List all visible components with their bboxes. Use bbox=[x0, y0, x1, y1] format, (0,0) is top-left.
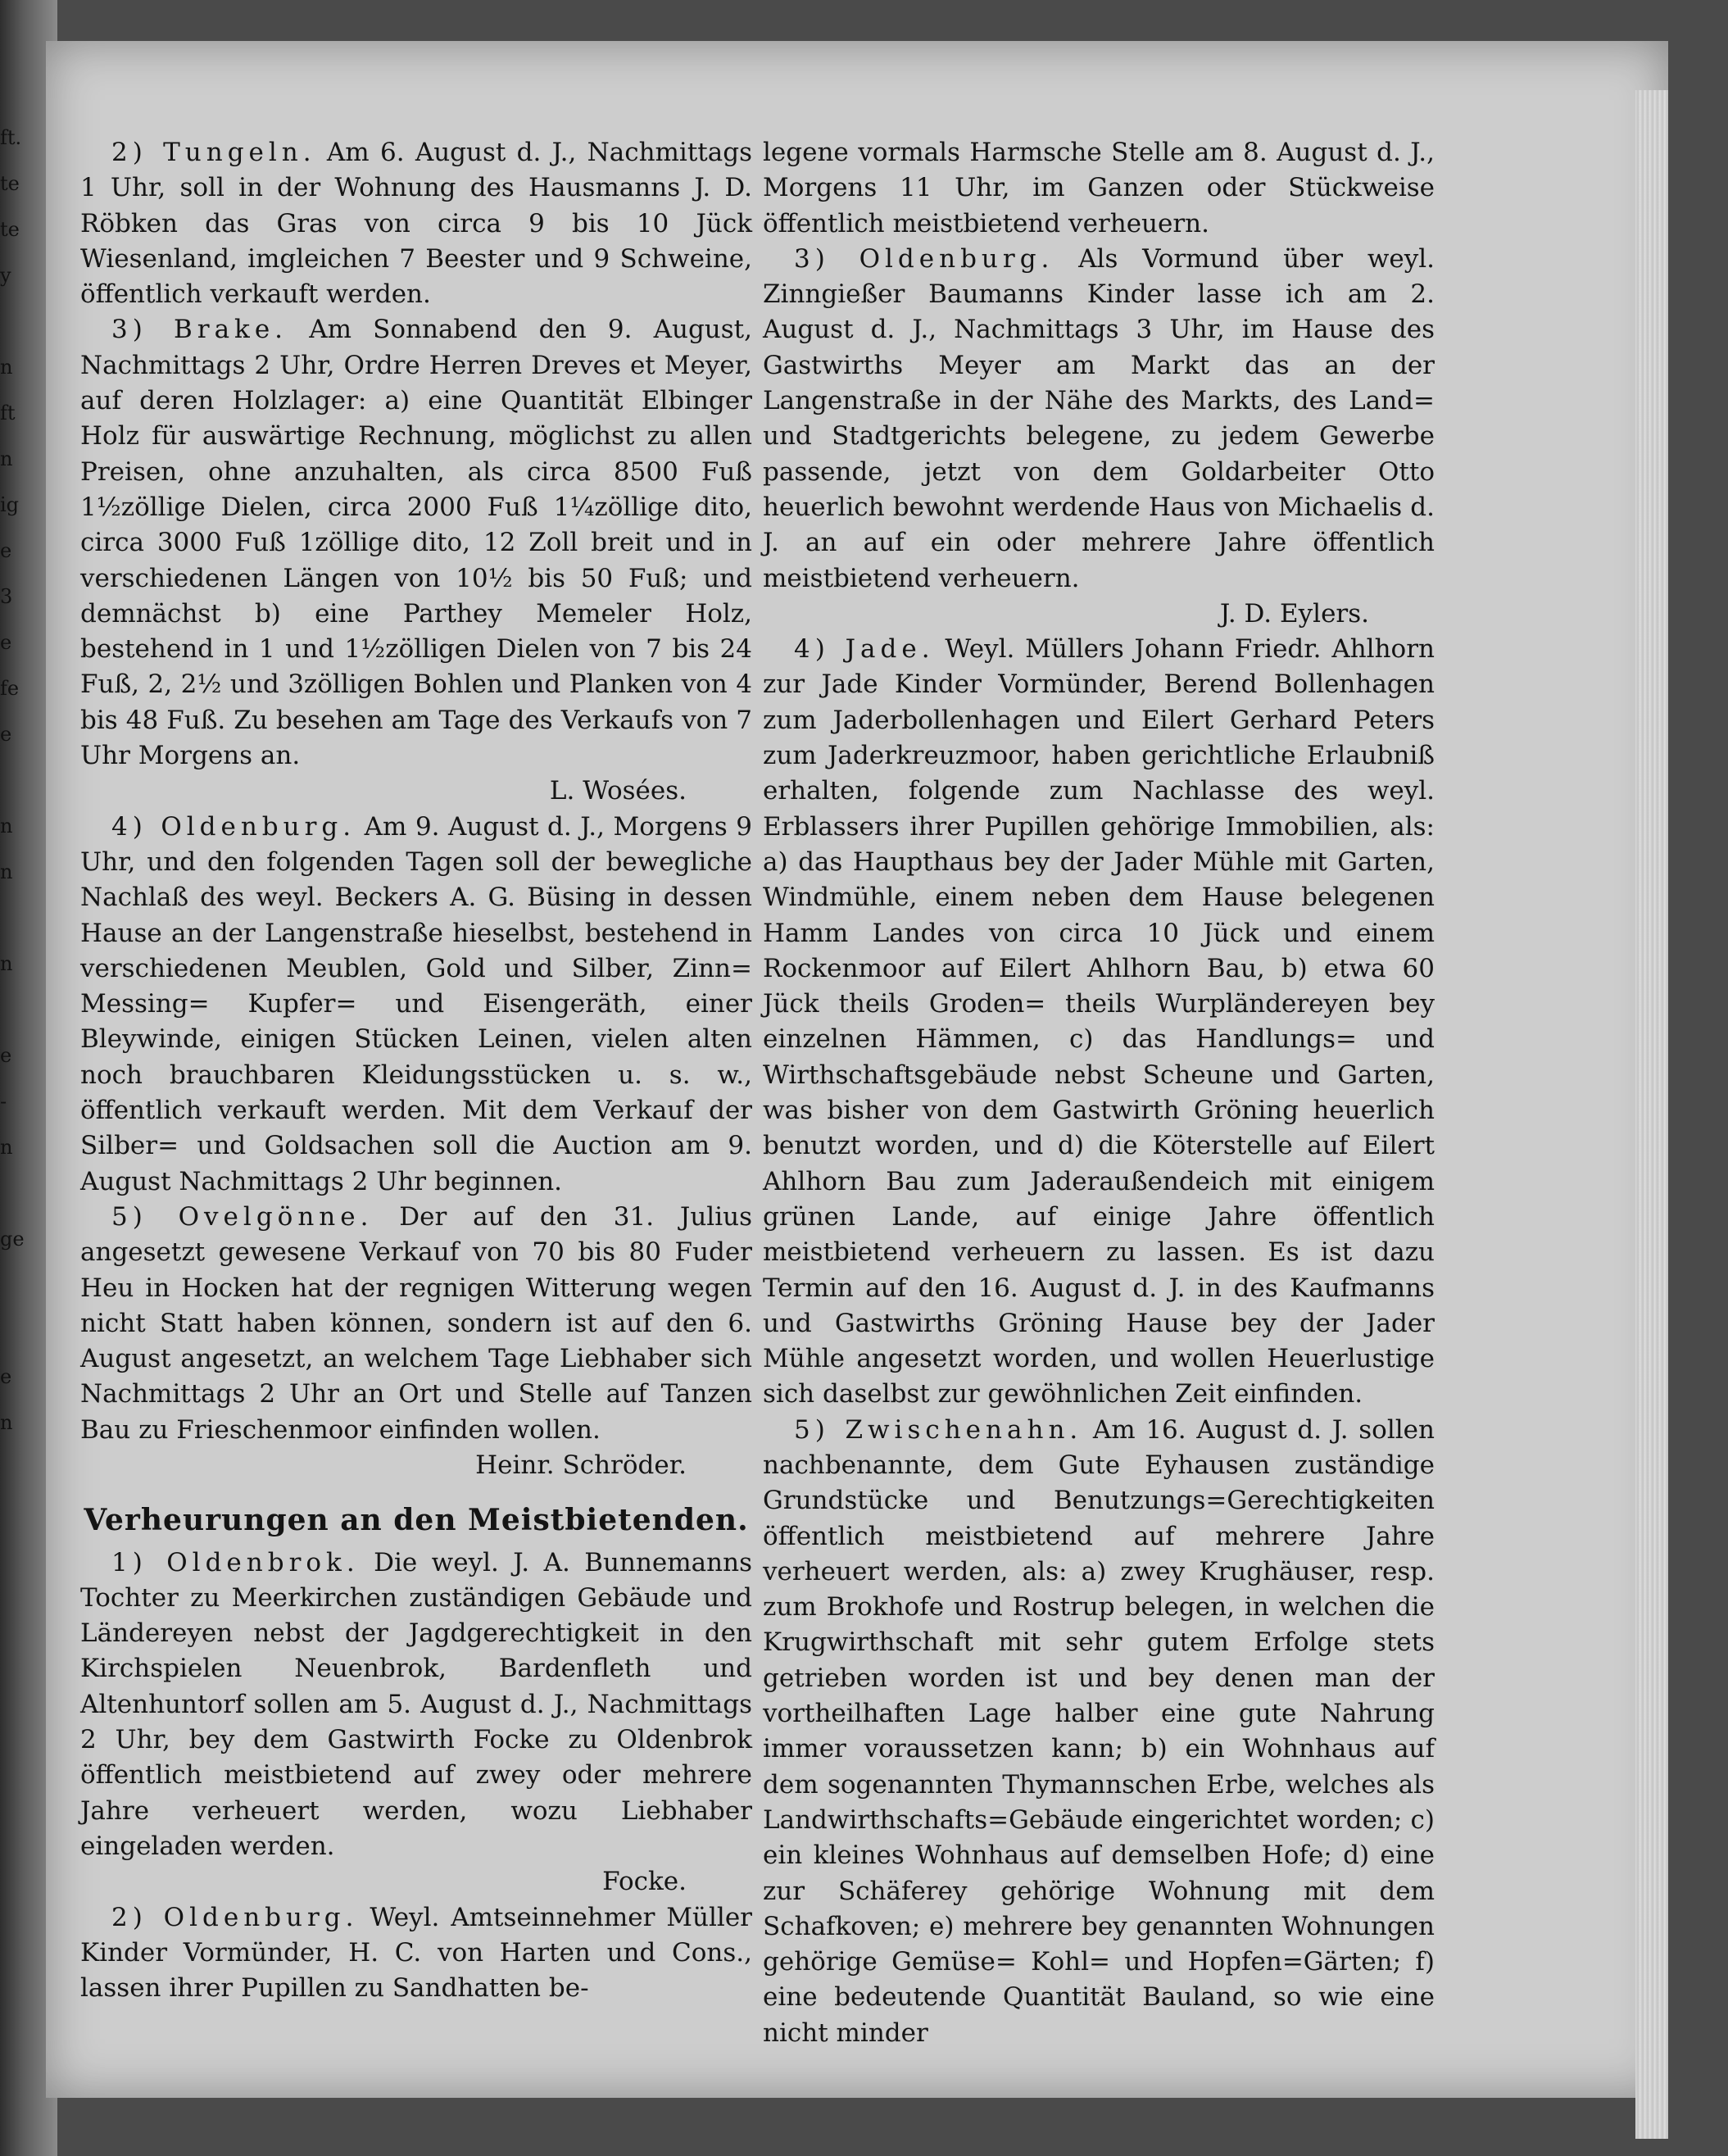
gutter-fragment: n bbox=[0, 860, 13, 883]
notice-text: Der auf den 31. Julius angesetzt gewesene Verkauf von 70 bis 80 Fuder Heu in Hocken hat der regnigen Witterung wegen nicht Statt haben können, sondern ist auf den 6. August angesetzt, an welchem Tage Liebhaber sich Nachmittags 2 Uhr an Ort und Stelle auf Tanzen Bau zu Frieschenmoor einfinden wollen. bbox=[80, 1201, 752, 1445]
gutter-fragment bbox=[0, 1675, 16, 1721]
notice-text: Am 16. August d. J. sollen nachbenannte, dem Gute Eyhausen zuständige Grundstücke und Benutzungs=Gerechtigkeiten öffentlich meistbietend auf mehrere Jahre verheuert werden, als: a) zwey Krughäuser, resp. zum Brokhofe und Rostrup belegen, in welchen die Krugwirthschaft mit sehr gutem Erfolge stets getrieben worden ist und bey denen man der vortheilhaften Lage halber eine gute Nahrung immer voraussetzen kann; b) ein Wohnhaus auf dem sogenannten Thymannschen Erbe, welches als Landwirthschafts=Gebäude eingerichtet worden; c) ein kleines Wohnhaus auf demselben Hofe; d) eine zur Schäferey gehörige Wohnung mit dem Schafkoven; e) mehrere bey genannten Wohnungen gehörige Gemüse= Kohl= und Hopfen=Gärten; f) eine bedeutende Quantität Bauland, so wie eine nicht minder bbox=[763, 1414, 1435, 2048]
notice-text: legene vormals Harmsche Stelle am 8. August d. J., Morgens 11 Uhr, im Ganzen oder Stückweise öffentlich meistbietend verheuern. bbox=[763, 138, 1435, 238]
gutter-fragment bbox=[0, 1859, 16, 1904]
notice-paragraph bbox=[80, 1200, 752, 1448]
gutter-fragment: e bbox=[0, 631, 12, 654]
signature: L. Wosées. bbox=[549, 776, 687, 806]
gutter-fragment: n bbox=[0, 356, 13, 379]
notice-place: 3) Oldenburg. bbox=[794, 243, 1054, 274]
gutter-fragment bbox=[0, 298, 16, 344]
signature: Heinr. Schröder. bbox=[475, 1450, 687, 1480]
gutter-fragment: ft. bbox=[0, 126, 22, 149]
gutter-fragment bbox=[0, 987, 16, 1033]
gutter-fragment: e bbox=[0, 1365, 12, 1388]
gutter-fragment: ft bbox=[0, 402, 16, 424]
gutter-fragment bbox=[0, 1721, 16, 1767]
gutter-fragment bbox=[0, 1767, 16, 1813]
page-edge bbox=[1635, 90, 1668, 2139]
notice-text: Die weyl. J. A. Bunnemanns Tochter zu Meerkirchen zuständigen Gebäude und Ländereyen nebst der Jagdgerechtigkeit in den Kirchspielen Neuenbrok, Bardenfleth und Altenhuntorf sollen am 5. August d. J., Nachmittags 2 Uhr, bey dem Gastwirth Focke zu Oldenbrok öffentlich meistbietend auf zwey oder mehrere Jahre verheuert werden, wozu Liebhaber eingeladen werden. bbox=[80, 1547, 752, 1861]
left-column bbox=[80, 135, 752, 2006]
gutter-fragment: n bbox=[0, 447, 13, 470]
notice-paragraph bbox=[80, 1900, 752, 2007]
notice-text: Weyl. Amtseinnehmer Müller Kinder Vormünder, H. C. von Harten und Cons., lassen ihrer Pupillen zu Sandhatten be- bbox=[80, 1902, 752, 2004]
gutter-fragment bbox=[0, 1446, 16, 1491]
gutter-fragment bbox=[0, 1308, 16, 1354]
notice-place: 5) Zwischenahn. bbox=[794, 1414, 1083, 1445]
gutter-fragment bbox=[0, 1170, 16, 1216]
section-heading: Verheurungen an den Meistbietenden. bbox=[84, 1503, 749, 1538]
gutter-fragment bbox=[0, 1583, 16, 1629]
gutter-fragment: ig bbox=[0, 493, 20, 516]
notice-paragraph bbox=[80, 810, 752, 1200]
notice-text: Am 9. August d. J., Morgens 9 Uhr, und den folgenden Tagen soll der bewegliche Nachlaß des weyl. Beckers A. G. Büsing in dessen Hause an der Langenstraße hieselbst, bestehend in verschiedenen Meublen, Gold und Silber, Zinn= Messing= Kupfer= und Eisengeräth, einer Bleywinde, einigen Stücken Leinen, vielen alten noch brauchbaren Kleidungsstücken u. s. w., öffentlich verkauft werden. Mit dem Verkauf der Silber= und Goldsachen soll die Auction am 9. August Nachmittags 2 Uhr beginnen. bbox=[80, 811, 753, 1196]
notice-place: 5) Ovelgönne. bbox=[111, 1201, 374, 1232]
gutter-fragment: n bbox=[0, 1411, 13, 1434]
gutter-fragment: n bbox=[0, 1136, 13, 1159]
gutter-fragment: te bbox=[0, 172, 20, 195]
notice-paragraph bbox=[80, 312, 752, 774]
notice-paragraph bbox=[80, 1546, 752, 1865]
gutter-fragment bbox=[0, 1537, 16, 1583]
signature: Focke. bbox=[602, 1867, 687, 1897]
notice-paragraph bbox=[763, 1413, 1435, 2051]
gutter-fragment: n bbox=[0, 952, 13, 975]
gutter-fragment bbox=[0, 1629, 16, 1675]
notice-text: Am 6. August d. J., Nachmittags 1 Uhr, soll in der Wohnung des Hausmanns J. D. Röbken das Gras von circa 9 bis 10 Jück Wiesenland, imgleichen 7 Beester und 9 Schweine, öffentlich verkauft werden. bbox=[80, 138, 752, 310]
notice-paragraph bbox=[763, 242, 1435, 597]
notice-place: 2) Oldenburg. bbox=[111, 1902, 359, 1932]
notice-paragraph bbox=[80, 135, 752, 312]
signature: J. D. Eylers. bbox=[1219, 598, 1369, 629]
previous-page-fragments bbox=[0, 115, 25, 1836]
gutter-fragment: y bbox=[0, 264, 11, 287]
notice-place: 3) Brake. bbox=[111, 315, 288, 345]
gutter-fragment: e bbox=[0, 1044, 12, 1067]
gutter-fragment: - bbox=[0, 1090, 7, 1113]
gutter-fragment: te bbox=[0, 218, 20, 241]
notice-paragraph bbox=[763, 135, 1435, 242]
gutter-fragment bbox=[0, 895, 16, 941]
notice-text: Am Sonnabend den 9. August, Nachmittags 2 Uhr, Ordre Herren Dreves et Meyer, auf deren Holzlager: a) eine Quantität Elbinger Holz für auswärtige Rechnung, möglichst zu allen Preisen, ohne anzuhalten, als circa 8500 Fuß 1½zöllige Dielen, circa 2000 Fuß 1¼zöllige dito, circa 3000 Fuß 1zöllige dito, 12 Zoll breit und in verschiedenen Längen von 10½ bis 50 Fuß; und demnächst b) eine Parthey Memeler Holz, bestehend in 1 und 1½zölligen Dielen von 7 bis 24 Fuß, 2, 2½ und 3zölligen Bohlen und Planken von 4 bis 48 Fuß. Zu besehen am Tage des Verkaufs von 7 Uhr Morgens an. bbox=[80, 315, 752, 771]
notice-text: Als Vormund über weyl. Zinngießer Baumanns Kinder lasse ich am 2. August d. J., Nachmittags 3 Uhr, im Hause des Gastwirths Meyer am Markt das an der Langenstraße in der Nähe des Markts, des Land= und Stadtgerichts belegene, zu jedem Gewerbe passende, jetzt von dem Goldarbeiter Otto heuerlich bewohnt werdende Haus von Michaelis d. J. an auf ein oder mehrere Jahre öffentlich meistbietend verheuern. bbox=[763, 243, 1435, 593]
gutter-fragment: fe bbox=[0, 677, 20, 700]
newspaper-page bbox=[46, 41, 1668, 2098]
gutter-fragment: n bbox=[0, 815, 13, 837]
notice-paragraph bbox=[763, 632, 1435, 1413]
gutter-fragment: e bbox=[0, 539, 12, 562]
gutter-fragment: 3 bbox=[0, 585, 13, 608]
notice-text: Weyl. Müllers Johann Friedr. Ahlhorn zur Jade Kinder Vormünder, Berend Bollenhagen zum Jaderbollenhagen und Eilert Gerhard Peters zum Jaderkreuzmoor, haben gerichtliche Erlaubniß erhalten, folgende zum Nachlasse des weyl. Erblassers ihrer Pupillen gehörige Immobilien, als: a) das Haupthaus bey der Jader Mühle mit Garten, Windmühle, einem neben dem Hause belegenen Hamm Landes von circa 10 Jück und einem Rockenmoor auf Eilert Ahlhorn Bau, b) etwa 60 Jück theils Groden= theils Wurpländereyen bey einzelnen Hämmen, c) das Handlungs= und Wirthschaftsgebäude nebst Scheune und Garten, was bisher von dem Gastwirth Gröning heuerlich benutzt worden, und d) die Köterstelle auf Eilert Ahlhorn Bau zum Jaderaußendeich mit einigem grünen Lande, auf einige Jahre öffentlich meistbietend verheuern zu lassen. Es ist dazu Termin auf den 16. August d. J. in des Kaufmanns und Gastwirths Gröning Hause bey der Jader Mühle angesetzt worden, und wollen Heuerlustige sich daselbst zur gewöhnlichen Zeit einfinden. bbox=[763, 634, 1435, 1409]
gutter-fragment bbox=[0, 1813, 16, 1859]
gutter-fragment: e bbox=[0, 723, 12, 746]
gutter-fragment bbox=[0, 1904, 16, 1950]
gutter-fragment bbox=[0, 1262, 16, 1308]
notice-place: 4) Jade. bbox=[794, 634, 935, 665]
notice-place: 1) Oldenbrok. bbox=[111, 1547, 360, 1577]
gutter-fragment bbox=[0, 757, 16, 803]
notice-place: 2) Tungeln. bbox=[111, 138, 316, 167]
notice-place: 4) Oldenburg. bbox=[111, 811, 356, 842]
right-column bbox=[763, 135, 1435, 2051]
gutter-fragment bbox=[0, 1491, 16, 1537]
gutter-fragment: ge bbox=[0, 1228, 25, 1250]
